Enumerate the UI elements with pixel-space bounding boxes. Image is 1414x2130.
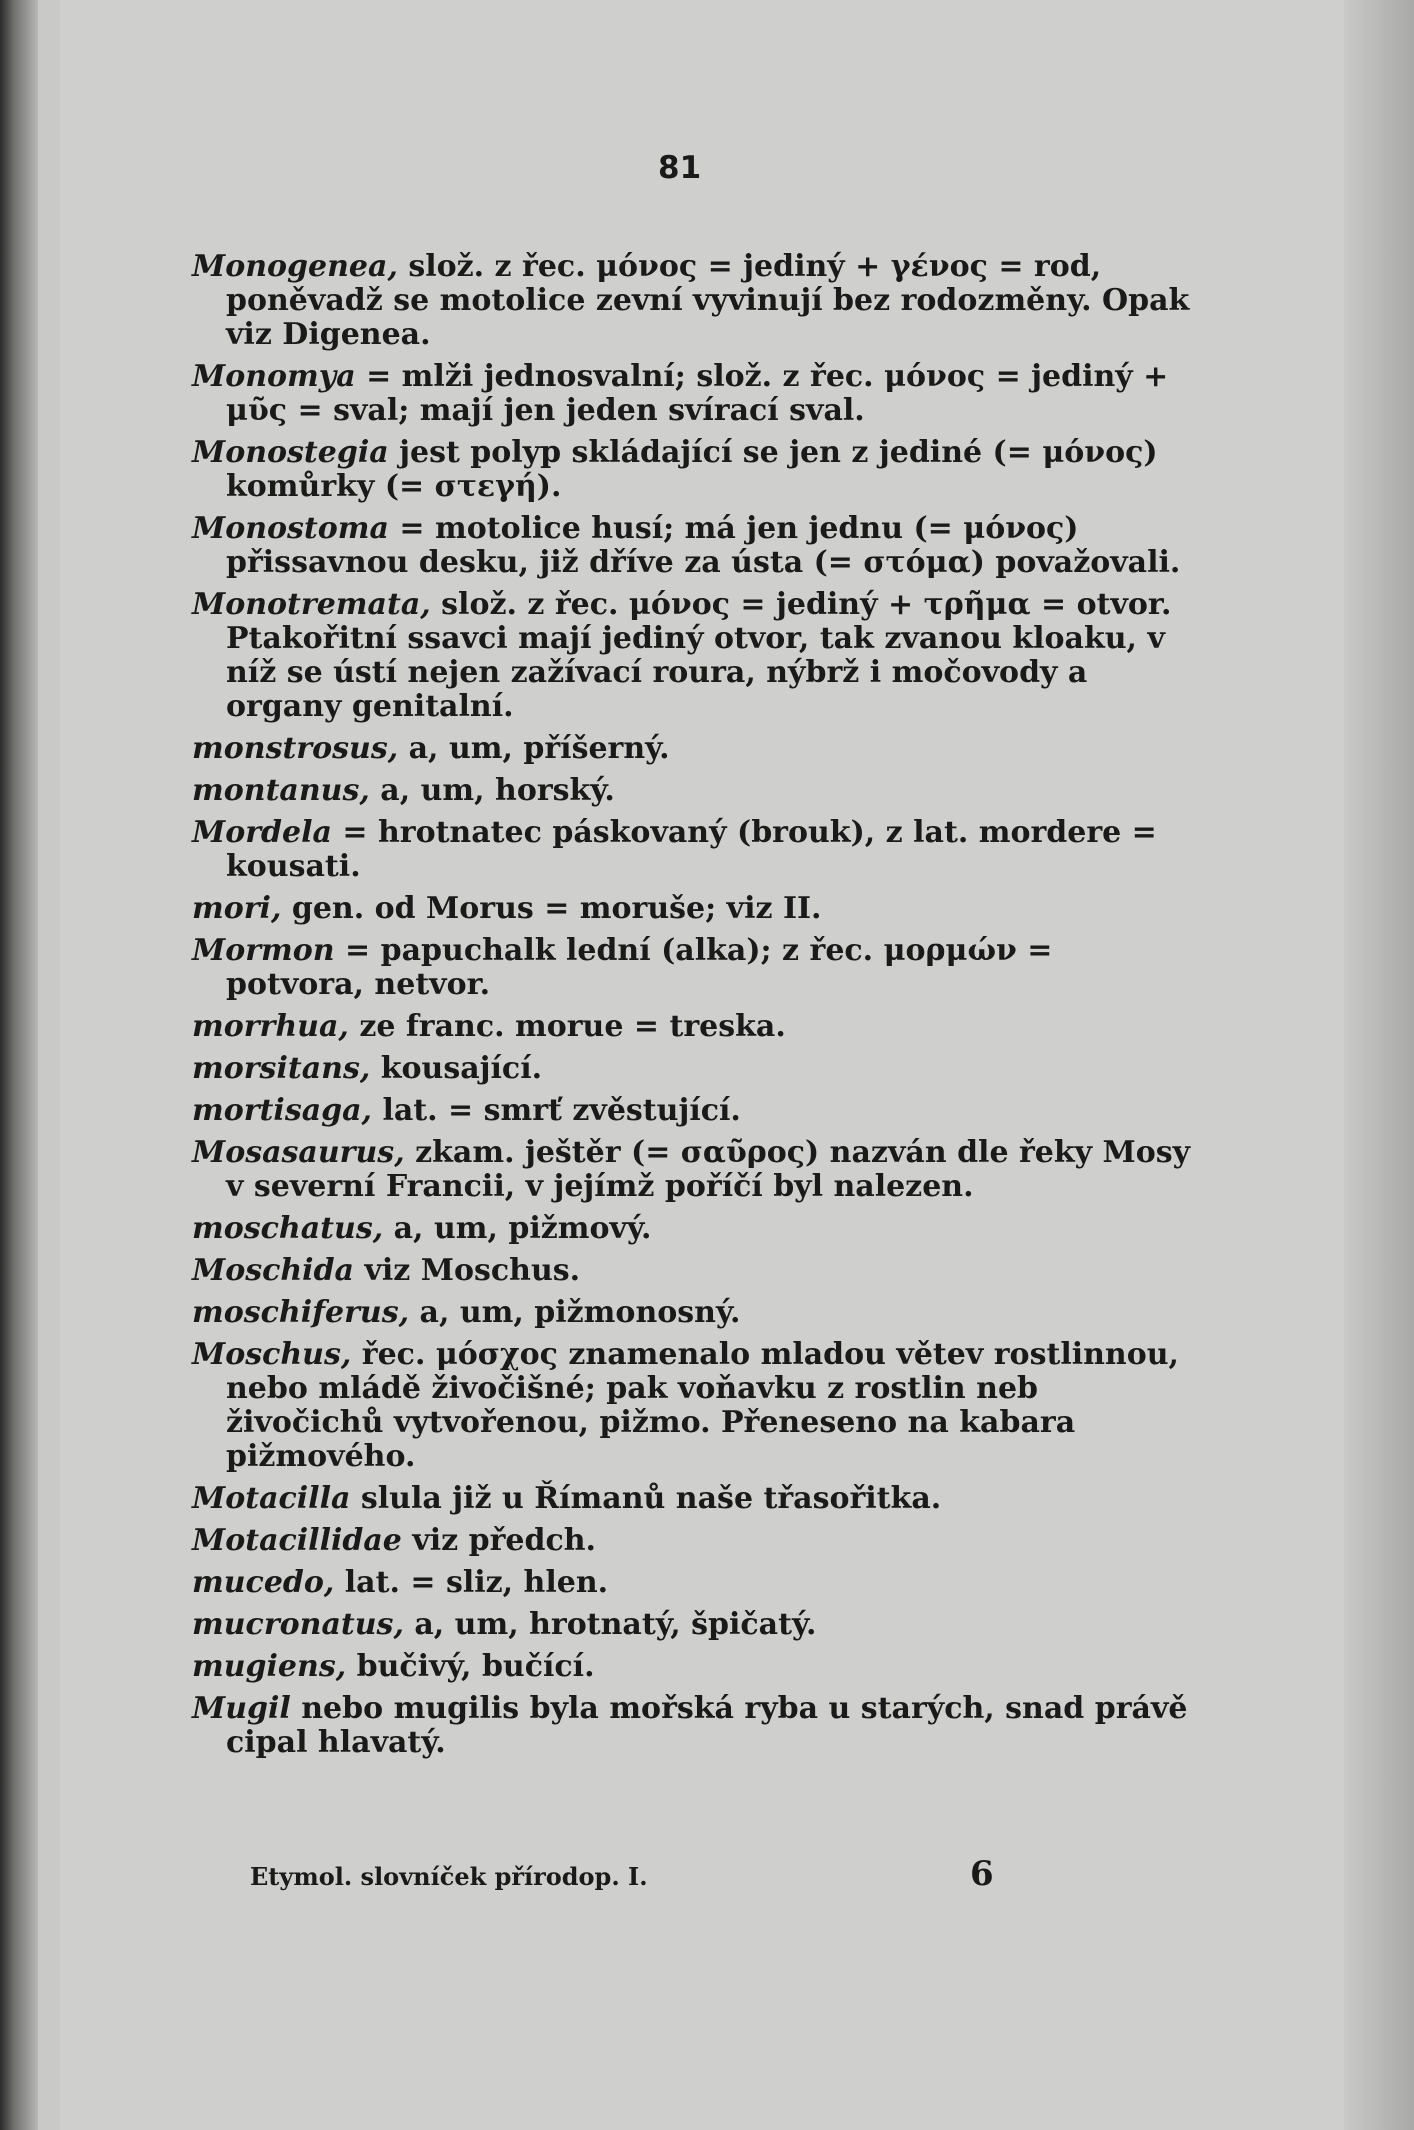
entry-definition: a, um, příšerný.: [398, 731, 670, 766]
dictionary-entry: [192, 436, 1192, 504]
entry-term: moschiferus,: [192, 1295, 410, 1330]
entry-definition: a, um, hrotnatý, špičatý.: [403, 1607, 817, 1642]
dictionary-entry: [192, 1692, 1192, 1760]
entry-term: Mormon: [192, 933, 335, 968]
entry-definition: lat. = sliz, hlen.: [334, 1565, 609, 1600]
entry-term: Mordela: [192, 815, 332, 850]
entry-term: morrhua,: [192, 1009, 349, 1044]
entry-term: Mosasaurus,: [192, 1135, 405, 1170]
book-page: [60, 0, 1350, 2130]
entry-definition: viz předch.: [401, 1523, 596, 1558]
entry-definition: a, um, horský.: [369, 773, 615, 808]
dictionary-entry: [192, 774, 1192, 808]
scan-edge-right: [1344, 0, 1414, 2130]
dictionary-entry: [192, 1052, 1192, 1086]
entry-term: mugiens,: [192, 1649, 347, 1684]
dictionary-entry: [192, 892, 1192, 926]
page-number: 81: [658, 150, 702, 186]
dictionary-entry: [192, 588, 1192, 724]
entry-definition: nebo mugilis byla mořská ryba u starých, snad právě cipal hlavatý.: [226, 1691, 1188, 1760]
dictionary-entry: [192, 1524, 1192, 1558]
entry-definition: kousající.: [370, 1051, 543, 1086]
dictionary-entry: [192, 1136, 1192, 1204]
entry-term: morsitans,: [192, 1051, 371, 1086]
entry-definition: ze franc. morue = treska.: [348, 1009, 786, 1044]
signature-mark: 6: [970, 1854, 994, 1894]
entry-term: Moschida: [192, 1253, 354, 1288]
entry-definition: gen. od Morus = moruše; viz II.: [281, 891, 822, 926]
dictionary-entry: [192, 1010, 1192, 1044]
entry-term: mori,: [192, 891, 282, 926]
page-footer: [250, 1854, 1010, 1894]
entry-definition: lat. = smrť zvěstující.: [372, 1093, 741, 1128]
dictionary-entry: [192, 1094, 1192, 1128]
entry-term: Mugil: [192, 1691, 291, 1726]
entry-term: montanus,: [192, 773, 370, 808]
entry-term: monstrosus,: [192, 731, 399, 766]
entry-term: Monostoma: [192, 511, 389, 546]
dictionary-entry: [192, 360, 1192, 428]
entry-term: Motacillidae: [192, 1523, 402, 1558]
entry-definition: slula již u Římanů naše třasořitka.: [350, 1481, 942, 1516]
entry-definition: a, um, pižmonosný.: [409, 1295, 741, 1330]
dictionary-entry: [192, 816, 1192, 884]
entry-definition: = hrotnatec páskovaný (brouk), z lat. mordere = kousati.: [226, 815, 1157, 884]
entry-definition: zkam. ještěr (= σαῦρος) nazván dle řeky Mosy v severní Francii, v jejímž poříčí byl nalezen.: [226, 1135, 1191, 1204]
entry-term: mucedo,: [192, 1565, 335, 1600]
dictionary-entry: [192, 1338, 1192, 1474]
entry-definition: viz Moschus.: [354, 1253, 581, 1288]
entry-definition: slož. z řec. μόνος = jediný + γένος = rod, poněvadž se motolice zevní vyvinují bez rodozměny. Opak viz Digenea.: [226, 249, 1190, 352]
dictionary-entry: [192, 1650, 1192, 1684]
dictionary-entry: [192, 1566, 1192, 1600]
scan-edge-left: [0, 0, 38, 2130]
dictionary-entry: [192, 1254, 1192, 1288]
entry-definition: bučivý, bučící.: [346, 1649, 595, 1684]
entry-definition: = motolice husí; má jen jednu (= μόνος) přissavnou desku, již dříve za ústa (= στόμα) považovali.: [226, 511, 1181, 580]
entry-term: moschatus,: [192, 1211, 384, 1246]
entry-term: Monogenea,: [192, 249, 398, 284]
entry-definition: slož. z řec. μόνος = jediný + τρῆμα = otvor. Ptakořitní ssavci mají jediný otvor, tak zvanou kloaku, v níž se ústí nejen zažívací roura, nýbrž i močovody a organy genitalní.: [226, 587, 1172, 724]
dictionary-entry: [192, 1608, 1192, 1642]
entry-definition: = papuchalk lední (alka); z řec. μορμών = potvora, netvor.: [226, 933, 1053, 1002]
entry-term: mucronatus,: [192, 1607, 404, 1642]
entry-term: Motacilla: [192, 1481, 351, 1516]
entry-definition: a, um, pižmový.: [383, 1211, 652, 1246]
entry-term: mortisaga,: [192, 1093, 372, 1128]
entry-definition: jest polyp skládající se jen z jediné (= μόνος) komůrky (= στεγή).: [226, 435, 1158, 504]
entry-term: Moschus,: [192, 1337, 352, 1372]
entry-term: Monostegia: [192, 435, 389, 470]
dictionary-entry: [192, 934, 1192, 1002]
entry-definition: řec. μόσχος znamenalo mladou větev rostlinnou, nebo mládě živočišné; pak voňavku z rostlin neb živočichů vytvořenou, pižmo. Přeneseno na kabara pižmového.: [226, 1337, 1179, 1474]
dictionary-entry: [192, 250, 1192, 352]
dictionary-entry: [192, 512, 1192, 580]
dictionary-entry: [192, 1482, 1192, 1516]
entry-term: Monotremata,: [192, 587, 431, 622]
dictionary-entry: [192, 1296, 1192, 1330]
entry-definition: = mlži jednosvalní; slož. z řec. μόνος = jediný + μῦς = sval; mají jen jeden svírací sval.: [226, 359, 1169, 428]
dictionary-entry: [192, 732, 1192, 766]
dictionary-entries: [192, 250, 1192, 1768]
dictionary-entry: [192, 1212, 1192, 1246]
entry-term: Monomya: [192, 359, 356, 394]
footer-title: Etymol. slovníček přírodop. I.: [250, 1862, 648, 1891]
